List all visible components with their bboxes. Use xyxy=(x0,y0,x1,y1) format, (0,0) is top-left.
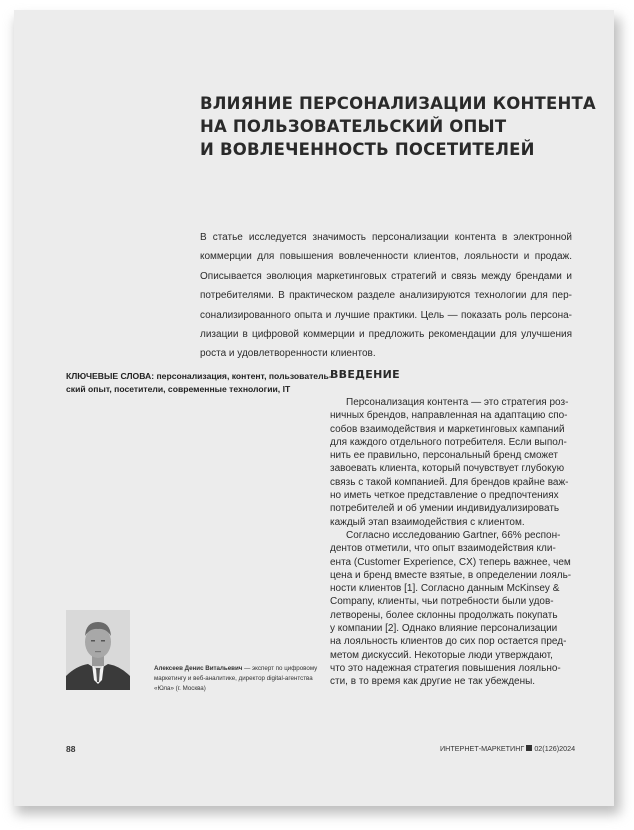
intro-line: собов взаимодействия и маркетинговых кампаний xyxy=(330,423,565,435)
intro-line: что это надежная стратегия повышения лояльно- xyxy=(330,662,561,674)
intro-line: каждый этап взаимодействия с клиентом. xyxy=(330,516,525,528)
intro-line: потребителей и об умении индивидуализировать xyxy=(330,503,560,515)
intro-line: дентов отметили, что опыт взаимодействия кли- xyxy=(330,543,556,555)
intro-line: летворены, более склонны продолжать покупать xyxy=(330,609,558,621)
journal-name: ИНТЕРНЕТ-МАРКЕТИНГ xyxy=(440,744,525,753)
intro-line: сти, в то время как другие не так убеждены. xyxy=(330,676,536,688)
intro-line: для каждого отдельного потребителя. Если выпол- xyxy=(330,436,567,448)
intro-line: но иметь четкое представление о предпочтениях xyxy=(330,490,559,502)
intro-line: цена и бренд вместе взятые, в определении лояль- xyxy=(330,569,572,581)
intro-line: связь с такой компанией. Для брендов крайне важ- xyxy=(330,476,569,488)
author-bio-line: «Юла» (г. Москва) xyxy=(154,685,206,692)
abstract-line: роста и удовлетворенности клиентов. xyxy=(200,348,376,360)
author-role: — эксперт по цифровому xyxy=(242,665,318,672)
keywords-line: ский опыт, посетители, современные технологии, IT xyxy=(66,383,291,394)
abstract-line: В статье исследуется значимость персонализации контента в электронной xyxy=(200,232,572,243)
intro-line: Персонализация контента — это стратегия роз- xyxy=(346,397,569,408)
intro-line: нить ее правильно, персональный бренд сможет xyxy=(330,450,558,462)
square-separator-icon xyxy=(526,745,532,751)
title-line: ВЛИЯНИЕ ПЕРСОНАЛИЗАЦИИ КОНТЕНТА xyxy=(200,94,596,113)
intro-line: у компании [2]. Однако влияние персонализации xyxy=(330,623,558,635)
page-number: 88 xyxy=(66,744,76,754)
author-portrait-image xyxy=(66,610,130,690)
article-title xyxy=(200,92,596,161)
keywords-block xyxy=(66,370,332,395)
keywords-line: КЛЮЧЕВЫЕ СЛОВА: персонализация, контент, пользователь- xyxy=(66,371,332,381)
abstract-line: Описывается эволюция маркетинговых стратегий и связь между брендами и xyxy=(200,270,572,282)
intro-body xyxy=(330,396,572,689)
intro-line: ничных брендов, направленная на адаптацию спо- xyxy=(330,410,568,422)
author-bio-line: маркетингу и веб-аналитике, директор digital-агентства xyxy=(154,675,313,682)
intro-line: ента (Customer Experience, CX) теперь важнее, чем xyxy=(330,556,571,568)
intro-line: метом дискуссий. Некоторые люди утверждают, xyxy=(330,649,553,661)
author-bio xyxy=(154,664,318,694)
author-name: Алексеев Денис Витальевич xyxy=(154,665,243,672)
title-line: НА ПОЛЬЗОВАТЕЛЬСКИЙ ОПЫТ xyxy=(200,117,507,136)
journal-footer xyxy=(440,744,575,753)
intro-line: Согласно исследованию Gartner, 66% респон- xyxy=(346,529,561,541)
abstract-line: потребителями. В практическом разделе анализируются технологии для пер- xyxy=(200,290,572,302)
author-photo xyxy=(66,610,130,690)
intro-line: завоевать клиента, который почувствует глубокую xyxy=(330,463,565,475)
abstract-line: лизации в цифровой коммерции и предложить рекомендации для улучшения xyxy=(200,329,572,341)
abstract xyxy=(200,228,572,364)
abstract-line: сонализированного опыта и лучшие практики. Цель — показать роль персона- xyxy=(200,309,572,321)
section-heading: ВВЕДЕНИЕ xyxy=(330,368,400,381)
abstract-line: коммерции для повышения вовлеченности клиентов, лояльности и продаж. xyxy=(200,251,572,263)
intro-line: на лояльность клиентов до сих пор остается пред- xyxy=(330,636,567,648)
intro-line: Company, клиенты, чьи потребности были удов- xyxy=(330,596,554,608)
intro-line: ности клиентов [1]. Согласно данным McKinsey & xyxy=(330,583,560,595)
journal-issue: 02(126)2024 xyxy=(534,744,576,753)
title-line: И ВОВЛЕЧЕННОСТЬ ПОСЕТИТЕЛЕЙ xyxy=(200,140,535,159)
author-bio-line xyxy=(154,664,318,674)
